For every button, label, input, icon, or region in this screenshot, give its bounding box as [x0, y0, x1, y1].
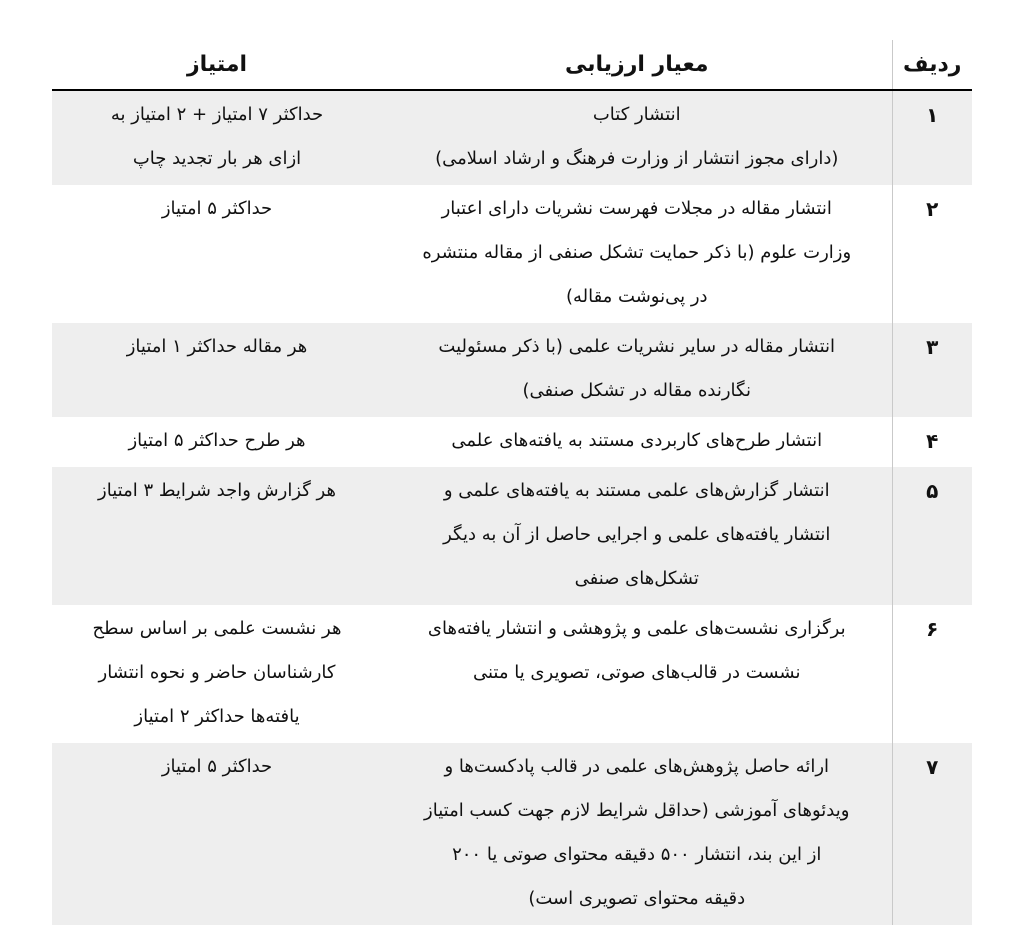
row-number-cell: ۶: [892, 605, 972, 743]
criterion-line: انتشار کتاب: [592, 104, 681, 125]
criterion-cell: [382, 417, 892, 467]
row-number-cell: ۲: [892, 185, 972, 323]
criterion-line: ارائه حاصل پژوهش‌های علمی در قالب پادکست‌ها و: [444, 756, 830, 777]
score-line: هر گزارش واجد شرایط ۳ امتیاز: [98, 480, 336, 501]
criterion-line: انتشار مقاله در سایر نشریات علمی (با ذکر مسئولیت: [438, 336, 836, 357]
criterion-cell: [382, 323, 892, 417]
score-line: هر طرح حداکثر ۵ امتیاز: [128, 430, 306, 451]
row-number-cell: ۳: [892, 323, 972, 417]
criterion-line: انتشار مقاله در مجلات فهرست نشریات دارای اعتبار: [441, 198, 832, 219]
table-body: [52, 90, 972, 925]
score-line: هر نشست علمی بر اساس سطح: [92, 618, 342, 639]
criterion-line: نشست در قالب‌های صوتی، تصویری یا متنی: [472, 662, 801, 683]
table-header: [52, 40, 972, 90]
criterion-cell: [382, 743, 892, 925]
row-number-cell: ۷: [892, 743, 972, 925]
row-number-cell: ۱: [892, 90, 972, 185]
score-cell: [52, 467, 382, 605]
criterion-line: تشکل‌های صنفی: [574, 568, 699, 589]
score-line: یافته‌ها حداکثر ۲ امتیاز: [134, 706, 300, 727]
score-line: کارشناسان حاضر و نحوه انتشار: [98, 662, 336, 683]
table-row: [52, 323, 972, 417]
criterion-line: از این بند، انتشار ۵۰۰ دقیقه محتوای صوتی یا ۲۰۰: [452, 844, 822, 865]
criterion-line: برگزاری نشست‌های علمی و پژوهشی و انتشار یافته‌های: [427, 618, 846, 639]
table-row: [52, 605, 972, 743]
criterion-line: انتشار طرح‌های کاربردی مستند به یافته‌های علمی: [451, 430, 823, 451]
criterion-line: (دارای مجوز انتشار از وزارت فرهنگ و ارشاد اسلامی): [435, 148, 839, 169]
score-cell: [52, 185, 382, 323]
score-cell: [52, 605, 382, 743]
header-row-number: ردیف: [892, 40, 972, 90]
table-row: [52, 417, 972, 467]
table-row: [52, 467, 972, 605]
score-line: حداکثر ۷ امتیاز + ۲ امتیاز به: [110, 104, 324, 125]
criterion-cell: [382, 90, 892, 185]
header-row: [52, 40, 972, 90]
header-score: امتیاز: [52, 40, 382, 90]
criterion-line: ویدئوهای آموزشی (حداقل شرایط لازم جهت کسب امتیاز: [424, 800, 850, 821]
criterion-line: در پی‌نوشت مقاله): [565, 286, 708, 307]
header-criterion: معیار ارزیابی: [382, 40, 892, 90]
evaluation-table-container: [52, 40, 972, 925]
table-row: [52, 185, 972, 323]
table-row: [52, 743, 972, 925]
criterion-line: نگارنده مقاله در تشکل صنفی): [522, 380, 751, 401]
criterion-line: دقیقه محتوای تصویری است): [528, 888, 746, 909]
criterion-line: وزارت علوم (با ذکر حمایت تشکل صنفی از مقاله منتشره: [422, 242, 852, 263]
score-cell: [52, 417, 382, 467]
row-number-cell: ۵: [892, 467, 972, 605]
score-cell: [52, 743, 382, 925]
score-line: حداکثر ۵ امتیاز: [161, 198, 273, 219]
criterion-line: انتشار یافته‌های علمی و اجرایی حاصل از آن به دیگر: [443, 524, 831, 545]
criterion-cell: [382, 605, 892, 743]
score-line: حداکثر ۵ امتیاز: [161, 756, 273, 777]
criterion-cell: [382, 467, 892, 605]
evaluation-table: [52, 40, 972, 925]
score-line: ازای هر بار تجدید چاپ: [132, 148, 302, 169]
row-number-cell: ۴: [892, 417, 972, 467]
criterion-line: انتشار گزارش‌های علمی مستند به یافته‌های علمی و: [443, 480, 830, 501]
score-cell: [52, 323, 382, 417]
criterion-cell: [382, 185, 892, 323]
score-cell: [52, 90, 382, 185]
score-line: هر مقاله حداکثر ۱ امتیاز: [126, 336, 308, 357]
table-row: [52, 90, 972, 185]
